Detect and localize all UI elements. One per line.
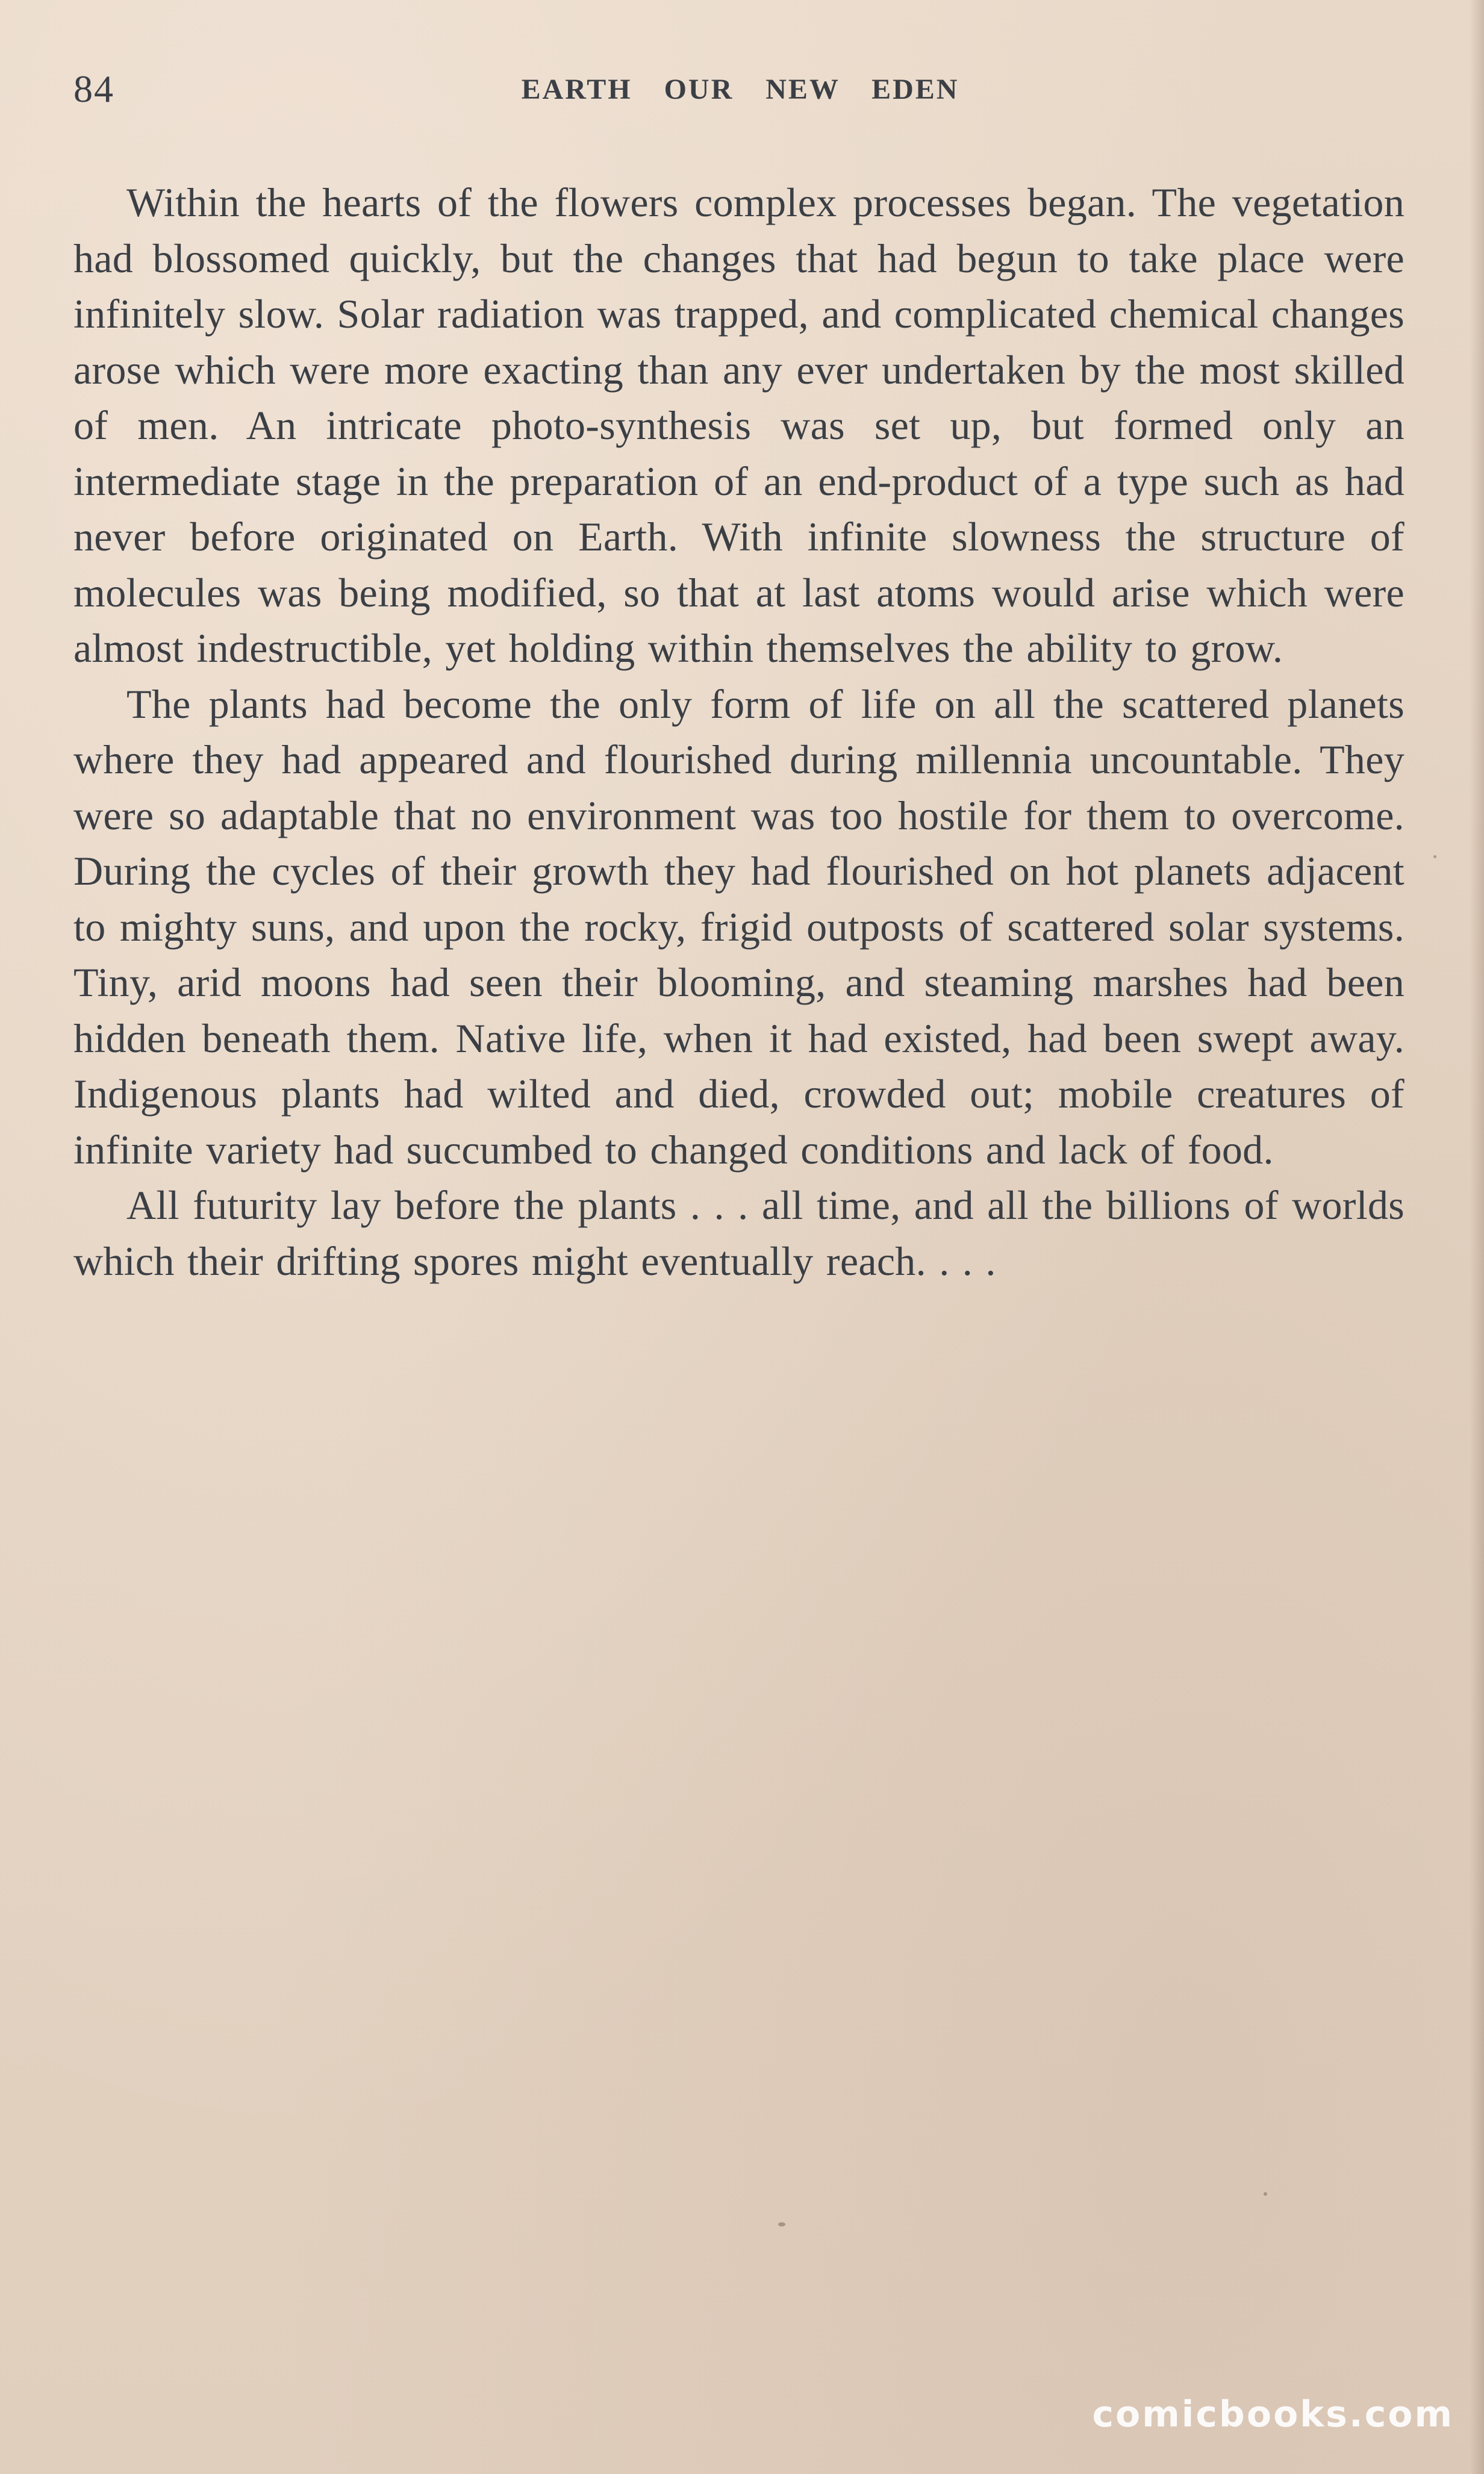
paper-speck — [1433, 855, 1436, 858]
paragraph-1: Within the hearts of the flowers complex processes began. The vegetation had blossomed quickly, but the changes that had begun to take place were infinitely slow. Solar radiation was trapped, and complicated chemical changes arose which were more exacting than any ever undertaken by the most skilled of men. An intricate photo-synthesis was set up, but formed only an intermediate stage in the preparation of an end-product of a type such as had never before originated on Earth. With infinite slowness the structure of molecules was being modified, so that at last atoms would arise which were almost indestructible, yet holding within themselves the ability to grow. — [73, 179, 1404, 671]
body-text — [73, 175, 1404, 1289]
page-header — [73, 65, 1407, 113]
page-number: 84 — [73, 67, 114, 110]
page-edge-shadow — [1470, 0, 1484, 2474]
paragraph-2: The plants had become the only form of life on all the scattered planets where they had appeared and flourished during millennia uncountable. They were so adaptable that no environment was too hostile for them to overcome. During the cycles of their growth they had flourished on hot planets adjacent to mighty suns, and upon the rocky, frigid outposts of scattered solar systems. Tiny, arid moons had seen their blooming, and steaming marshes had been hidden beneath them. Native life, when it had existed, had been swept away. Indigenous plants had wilted and died, crowded out; mobile creatures of infinite variety had succumbed to changed conditions and lack of food. — [73, 681, 1404, 1173]
paper-speck — [1264, 2192, 1267, 2196]
watermark: comicbooks.com — [1092, 2393, 1454, 2435]
paper-speck — [778, 2222, 785, 2226]
paragraph-3: All futurity lay before the plants . . . all time, and all the billions of worlds which their drifting spores might eventually reach. . . . — [73, 1182, 1404, 1284]
running-title: EARTH OUR NEW EDEN — [521, 73, 959, 105]
